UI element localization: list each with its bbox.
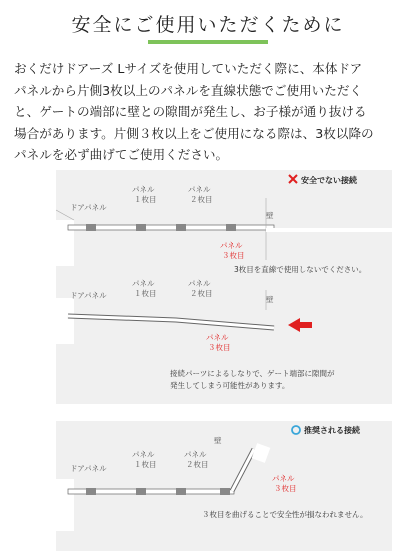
- panel1-label: パネル: [132, 185, 155, 194]
- connector: [220, 488, 230, 495]
- cross-icon: [289, 175, 297, 183]
- panel3-number: ３枚目: [208, 343, 231, 352]
- wall-label: 壁: [266, 295, 274, 304]
- connector: [86, 488, 96, 495]
- panel3-number: ３枚目: [274, 484, 297, 493]
- panel2-number: ２枚目: [186, 460, 209, 469]
- arrow-left-icon: [288, 318, 312, 332]
- body-line: と、ゲートの端部に壁との隙間が発生し、お子様が通り抜ける: [14, 104, 367, 119]
- safe-heading: 推奨される接続: [304, 426, 360, 435]
- wall-label: 壁: [214, 436, 222, 445]
- body-line: パネルを必ず曲げてご使用ください。: [14, 147, 229, 162]
- connector: [226, 224, 236, 231]
- panel3-label: パネル: [206, 333, 229, 342]
- panel1-number: １枚目: [134, 195, 157, 204]
- wall-block: [252, 443, 271, 463]
- panel2-label: パネル: [188, 185, 211, 194]
- connector: [176, 488, 186, 495]
- caption-gap-line1: 接続パーツによるしなりで、ゲート端部に隙間が: [170, 369, 335, 378]
- page-title: 安全にご使用いただくために: [71, 14, 345, 36]
- caption-gap-line2: 発生してしまう可能性があります。: [170, 381, 290, 390]
- panel3-label: パネル: [272, 474, 295, 483]
- unsafe-diagram-svg: [56, 170, 392, 404]
- connector: [176, 224, 186, 231]
- body-line: 場合があります。片側３枚以上をご使用になる際は、3枚以降の: [14, 125, 374, 141]
- panel1-number: １枚目: [134, 289, 157, 298]
- body-line: おくだけドアーズ Lサイズを使用していただく際に、本体ドア: [14, 61, 363, 76]
- wall-label: 壁: [266, 211, 274, 220]
- title-underline: [148, 40, 268, 44]
- door-box: [56, 479, 74, 531]
- door-panel-label: ドアパネル: [70, 203, 107, 212]
- panel3-label: パネル: [220, 241, 243, 250]
- instruction-text: [14, 58, 406, 166]
- connector: [136, 224, 146, 231]
- panel1-number: １枚目: [134, 460, 157, 469]
- safe-diagram-svg: [56, 421, 392, 551]
- caption-safe: ３枚目を曲げることで安全性が損なわれません。: [202, 510, 368, 519]
- door-panel-label: ドアパネル: [70, 291, 107, 300]
- panel2-label: パネル: [188, 279, 211, 288]
- panel1-label: パネル: [132, 279, 155, 288]
- connector: [86, 224, 96, 231]
- body-line: パネルから片側3枚以上のパネルを直線状態でご使用いただく: [14, 82, 363, 98]
- panel2-label: パネル: [184, 450, 207, 459]
- panel3-number: ３枚目: [222, 251, 245, 260]
- safe-connection-diagram: [56, 421, 392, 551]
- unsafe-heading: 安全でない接続: [301, 176, 357, 185]
- door-panel-label: ドアパネル: [70, 464, 107, 473]
- door-box: [56, 298, 74, 344]
- panel1-label: パネル: [132, 450, 155, 459]
- caption-straight: 3枚目を直線で使用しないでください。: [234, 265, 367, 274]
- panel2-number: ２枚目: [190, 195, 213, 204]
- connector: [136, 488, 146, 495]
- panel2-number: ２枚目: [190, 289, 213, 298]
- circle-icon: [292, 426, 300, 434]
- gate-bent-panel3-inner: [232, 449, 254, 491]
- unsafe-connection-diagram: [56, 170, 392, 404]
- wall-floor: [266, 228, 392, 232]
- gate-straight: [68, 225, 274, 230]
